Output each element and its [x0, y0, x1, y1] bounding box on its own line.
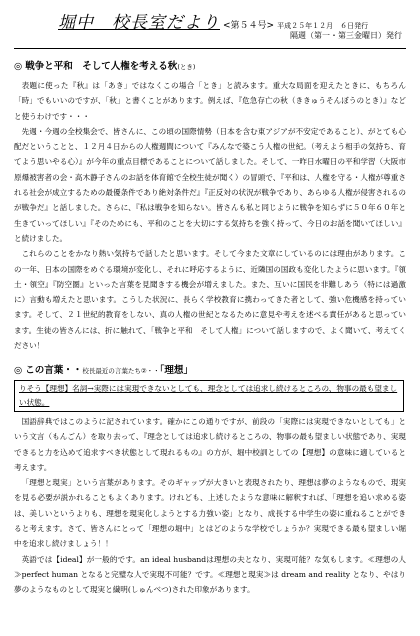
- issue-date: 平成２５年１２月 ６日発行: [277, 22, 369, 30]
- section-title: この言葉・・: [25, 365, 83, 376]
- header-divider: [14, 48, 406, 49]
- paragraph: 先週・今週の全校集会で、皆さんに、この頃の国際情勢（日本を含む東アジアが不安定であること）、がとても心配だということと、１２月４日からの人権週間について『みんなで築こう人権の世紀。（考えよう相手の気持ち、育てよう思いやる心）』が今年の重点目標であることについて話しました。そして、一昨日水曜日の平和学習（大阪市原爆被害者の会・高木静子さんのお話を体育館で全校生徒が聞く）の冒頭で、『平和は、人権を守る・人権が尊重される社会が成立するための最優条件であり絶対条件だ』『正反対の状況が戦争であり、あらゆる人権が侵害されるのが戦争だ』と話しました。さらに、『私は戦争を知らない。皆さんも私と同じように戦争を知らずに５０年６０年と生きていってほしい』『そのためにも、平和のことを大切にする気持ちを強く持って、今日のお話を聞いてほしい』と続けました。: [14, 126, 406, 243]
- section-heading: [14, 362, 193, 376]
- paragraph: 英語では【ideal】が一般的です。an ideal husbandは理想の夫となり、実現可能？な気もします。≪理想の人≫perfect human となると完璧な人で実現不可能？です。≪理想と現実≫は dream and reality となり、やはり夢のようなものとして現実と繊明(しゅんべつ)された印象があります。: [14, 554, 406, 595]
- paragraph: 国語辞典ではこのように記されています。確かにこの通りですが、前段の「実際には実現できないとしても」という文言（もんごん）を取り去って、『理念としては追求し続けるところの、物事の最も望ましい状態であり、実現できると力を込めて追求すべき状態として現れるもの』の方が、堀中校訓としての【理想】の意味に適していると考えます。: [14, 417, 406, 472]
- paragraph: これらのことをかなり熱い気持ちで話したと思います。そして今また文章にしているのには理由があります。この一年、日本の国際をめぐる環境が変化し、それに呼応するように、近隣国の国政も変化したように思います。『領土・領空』『防空圏』といった言葉を見聞きする機会が増えました。また、互いに国民を非難しあう（特には過激に）言動も増えたと思います。こうした状況に、長らく学校教育に携わってきた者として、強い危機感を持っています。そして、２１世紀的教育をしない、真の人権の世紀となるために意見や考えを述べる責任があると思っています。生徒の皆さんには、折に触れて、「戦争と平和 そして人権」について話しますので、よく聞いて、考えてください！: [14, 249, 406, 351]
- bullet-mark: ◎: [14, 61, 23, 72]
- definition-box: [14, 380, 404, 412]
- newsletter-title: 堀中 校長室だより: [58, 13, 220, 33]
- section-title: 戦争と平和 そして人権を考える秋: [25, 61, 178, 72]
- section-keyword: 「理想」: [159, 365, 193, 376]
- section-body: [14, 78, 406, 353]
- section-title-ruby: (とき): [177, 63, 196, 71]
- section-heading: [14, 58, 195, 72]
- bullet-mark: ◎: [14, 365, 23, 376]
- paragraph: 表題に使った『秋』は「あき」ではなくこの場合「とき」と読みます。重大な局面を迎えたときに、もちろん「時」でもいいのですが、「秋」と書くことがあります。例えば、『危急存亡の秋（ききゅうそんぼうのとき）』などと使うわけです・・・: [14, 81, 406, 121]
- issue-number: <第５４号>: [223, 21, 275, 31]
- definition-text: りそう【理想】名詞→実際には実現できないとしても、理念としては追求し続けるところの、物事の最も望ましい状態。: [19, 384, 398, 407]
- section-subtitle: 校長最近の言葉たち②・・: [82, 367, 160, 375]
- publish-schedule: 隔週（第一・第三金曜日）発行: [290, 31, 402, 40]
- masthead: [14, 4, 406, 44]
- paragraph: 「理想と現実」という言葉があります。そのギャップが大きいと表現されたり、理想は夢のようなもので、現実を見る必要が説かれることもよくあります。けれども、上述したような意味に解釈すれば、「理想を追い求める姿は、美しいというよりも、理想を現実化しようとする力強い姿」となり、成長する中学生の姿に重ねることができると考えます。さて、皆さんにとって「理想の堀中」とはどのような学校でしょうか？実現できる最も望ましい堀中を追求し続けましょう！！: [14, 478, 406, 549]
- section-body: [14, 414, 406, 598]
